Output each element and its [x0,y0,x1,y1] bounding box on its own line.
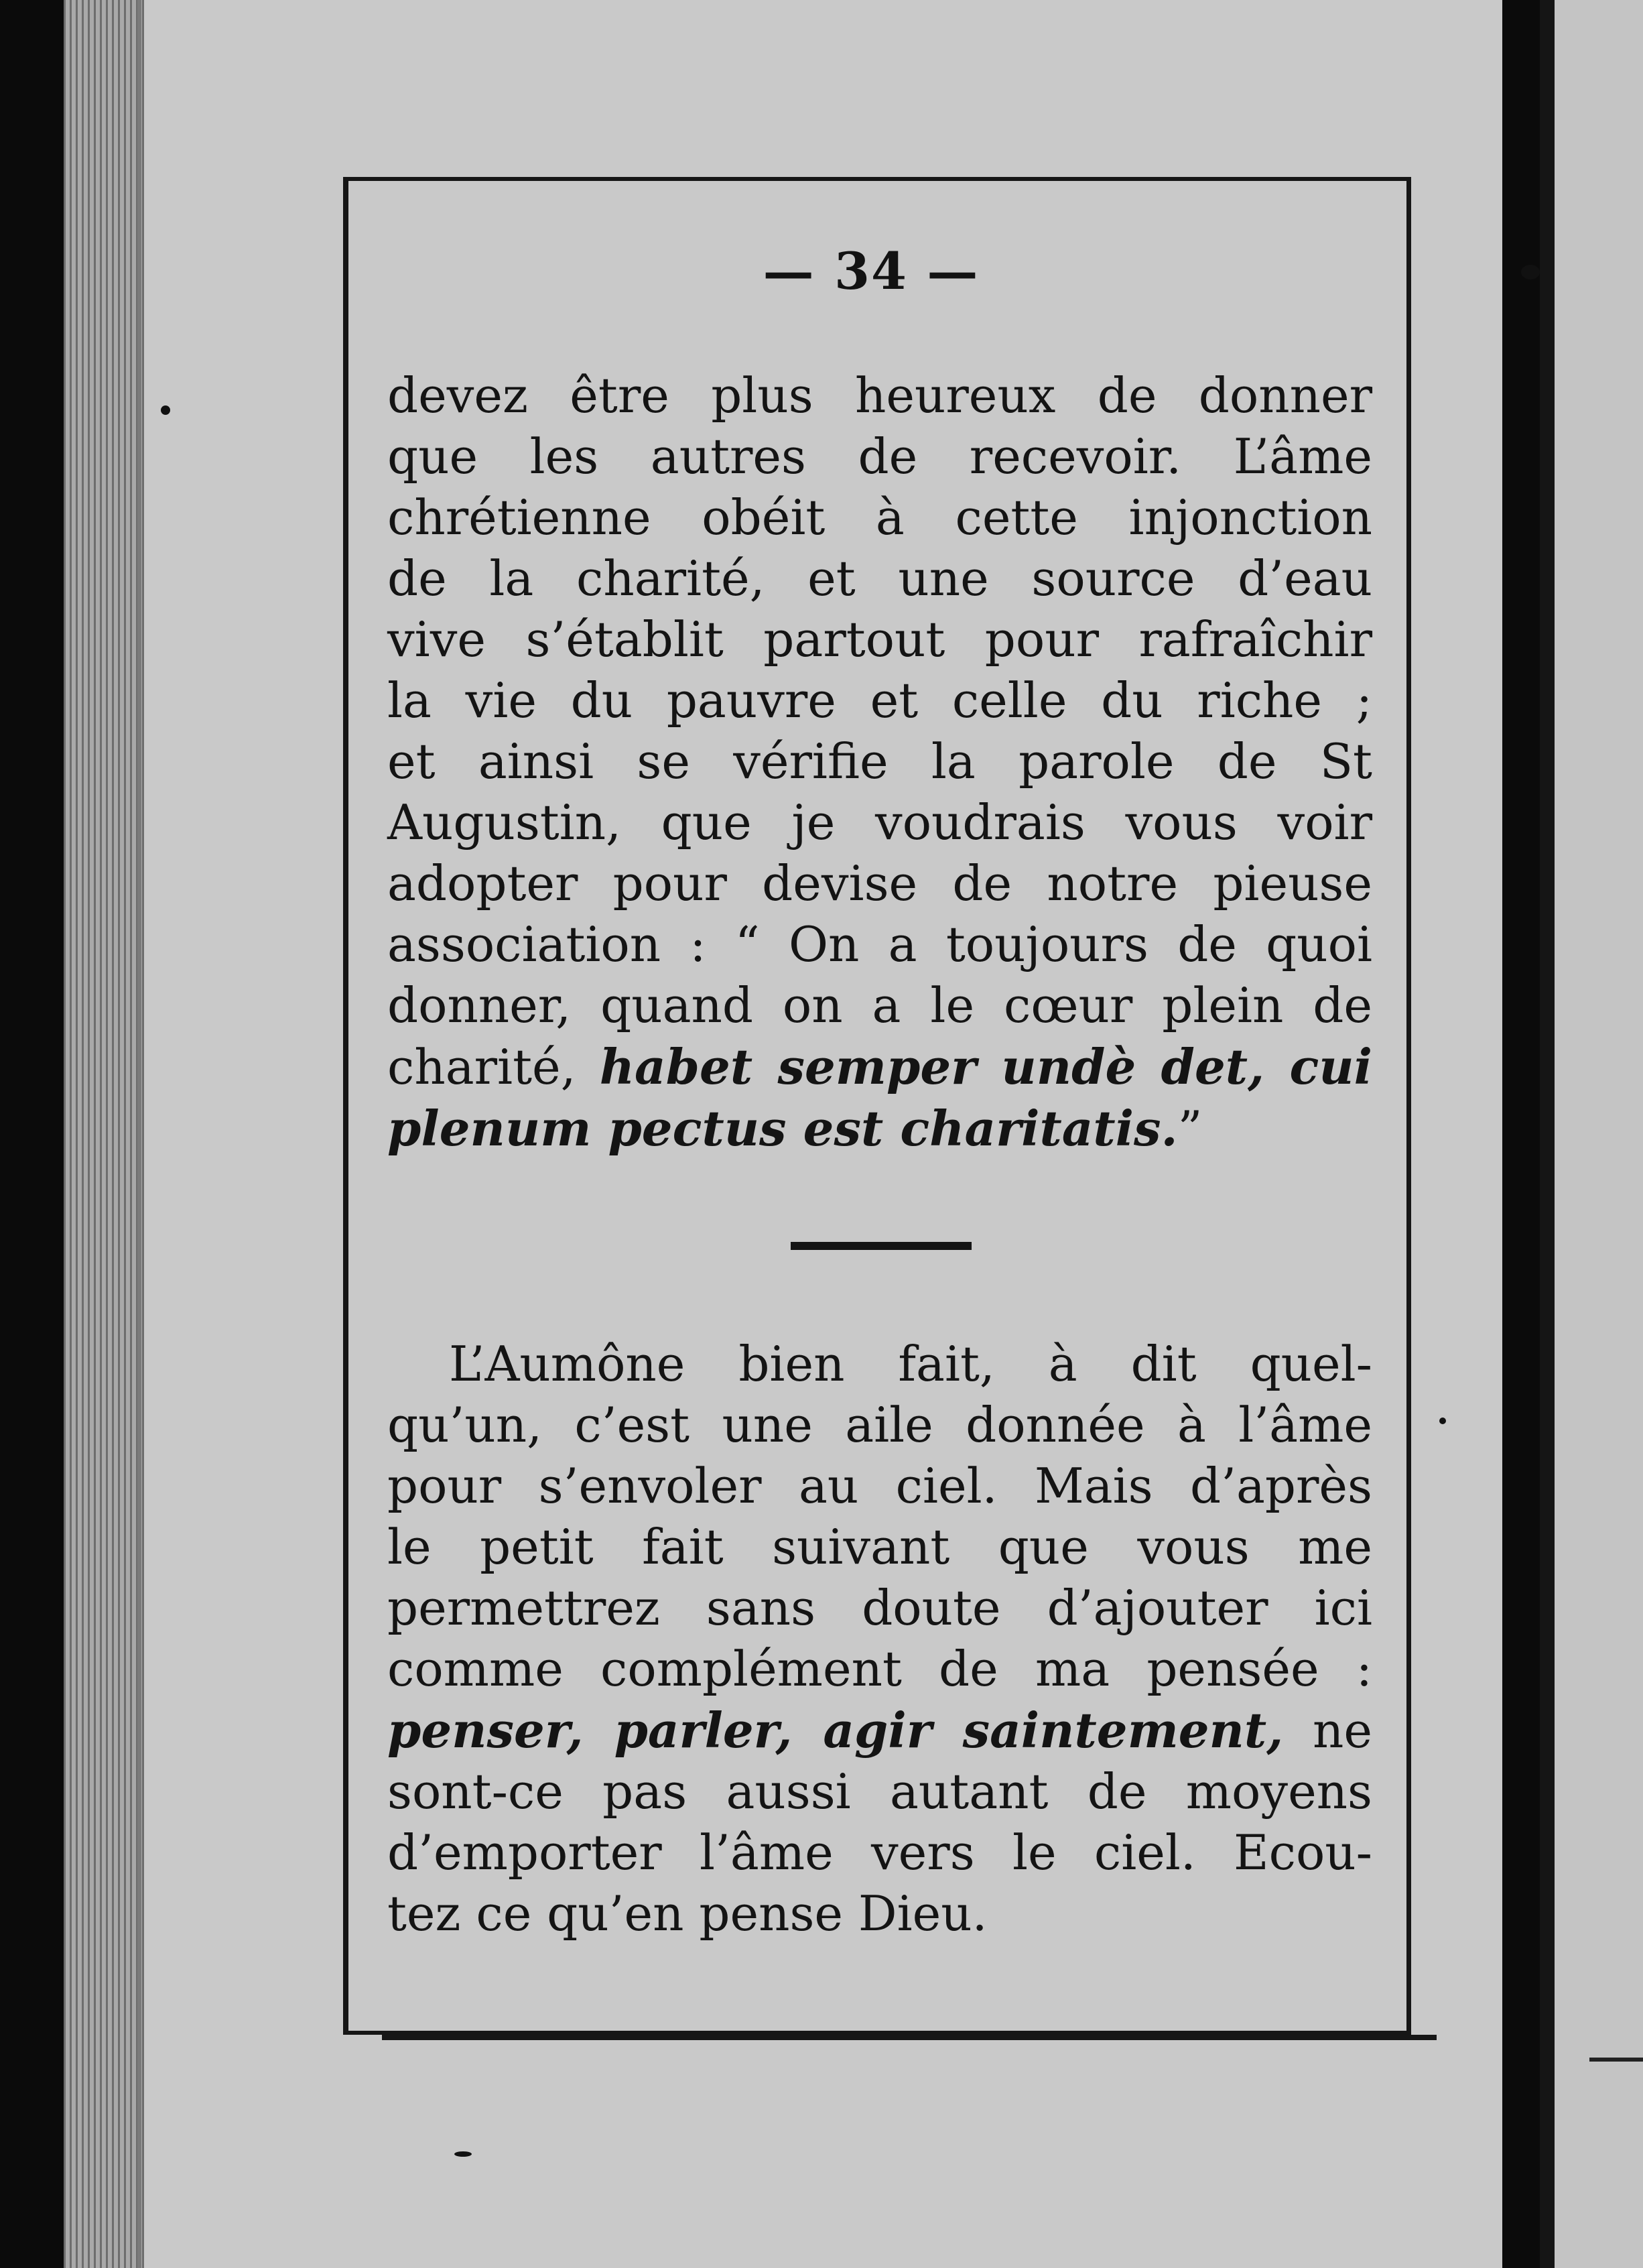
text-line: adopter pour devise de notre pieuse [387,855,1372,911]
text-line: permettrez sans doute d’ajouter ici [387,1580,1372,1636]
text-line: devez être plus heureux de donner [387,367,1372,424]
text-line: d’emporter l’âme vers le ciel. Ecou- [387,1824,1372,1881]
text-line: pour s’envoler au ciel. Mais d’après [387,1458,1372,1514]
ink-speck [1439,1418,1446,1424]
text-line: sont-ce pas aussi autant de moyens [387,1763,1372,1820]
text-line: donner, quand on a le cœur plein de [387,977,1372,1033]
ink-speck [161,405,170,415]
book-page-edges [64,0,144,2268]
ink-speck [1521,265,1540,279]
text-line [387,1098,1372,1159]
page-number: — 34 — [763,241,980,301]
text-line: L’Aumône bien fait, à dit quel- [449,1336,1372,1392]
text-line: tez ce qu’en pense Dieu. [387,1885,988,1942]
text-line: et ainsi se vérifie la parole de St [387,733,1372,790]
ink-speck [454,2151,472,2157]
closing-quote: ” [1177,1100,1203,1157]
text-line: comme complément de ma pensée : [387,1641,1372,1697]
text-line [387,1036,1372,1098]
text-line: association : “ On a toujours de quoi [387,916,1372,972]
right-border [1540,0,1555,2268]
text-line: chrétienne obéit à cette injonction [387,489,1372,546]
text-line: que les autres de recevoir. L’âme [387,428,1372,485]
text-line: Augustin, que je voudrais vous voir [387,794,1372,850]
text-line: la vie du pauvre et celle du riche ; [387,672,1372,729]
page-edge-line [137,0,141,2268]
text-line: le petit fait suivant que vous me [387,1519,1372,1575]
section-separator [791,1242,972,1250]
text-line: de la charité, et une source d’eau [387,550,1372,607]
text-roman: ne [1283,1702,1372,1759]
latin-quote: plenum pectus est charitatis. [387,1100,1178,1157]
latin-quote: habet semper undè det, cui [599,1038,1373,1095]
text-line: vive s’établit partout pour rafraîchir [387,611,1372,668]
adjacent-page-rule [1589,2058,1643,2062]
paragraph-2 [387,1334,1372,1944]
paragraph-1 [387,365,1372,1159]
italic-phrase: penser, parler, agir saintement, [387,1702,1284,1759]
text-roman: charité, [387,1039,600,1095]
adjacent-page-strip [1555,0,1643,2268]
frame-bottom-rule [382,2035,1437,2040]
text-line: qu’un, c’est une aile donnée à l’âme [387,1397,1372,1453]
text-line [387,1700,1372,1761]
